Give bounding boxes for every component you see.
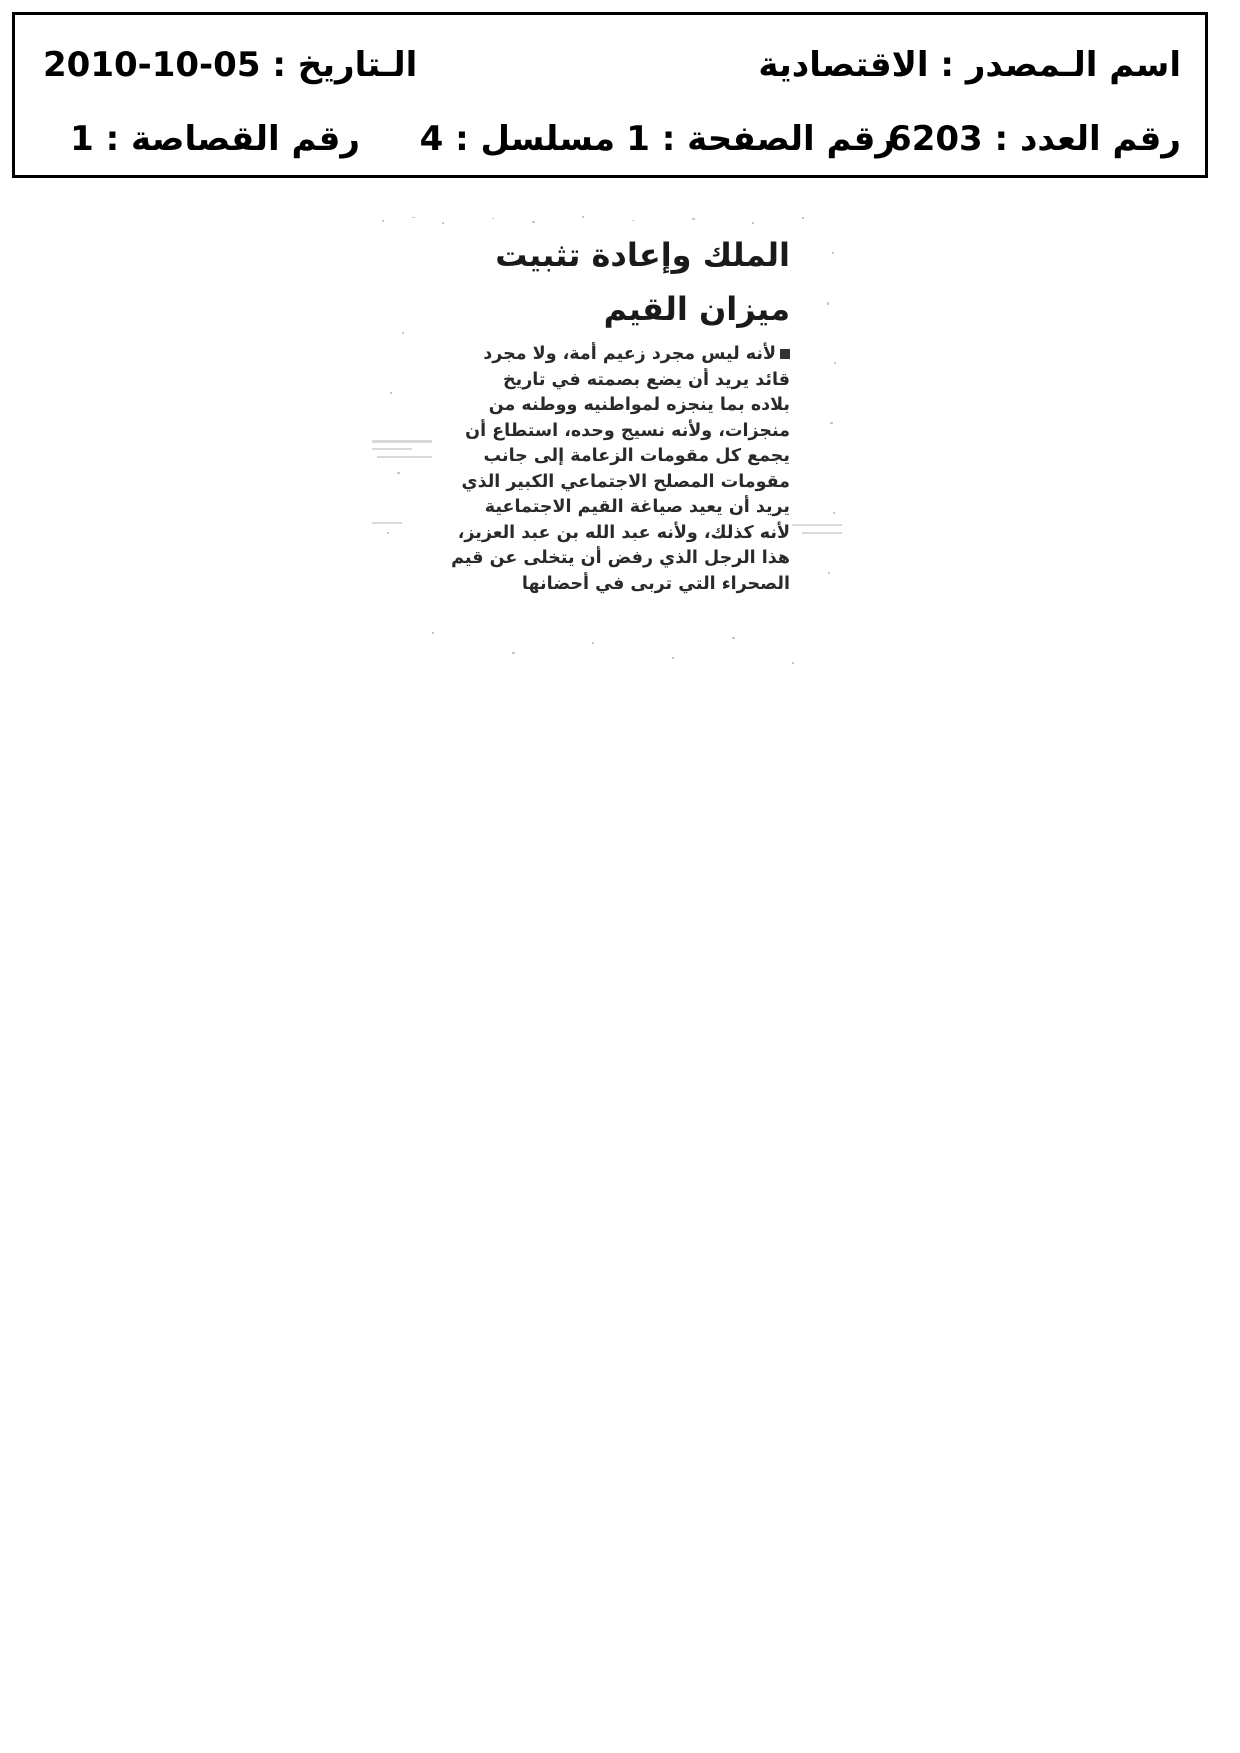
article-headline: الملك وإعادة تثبيت [495, 236, 790, 274]
article-line: يريد أن يعيد صياغة القيم الاجتماعية [484, 497, 790, 517]
page-field [626, 119, 895, 159]
date-label: الـتاريخ : [272, 45, 418, 85]
article-line: هذا الرجل الذي رفض أن يتخلى عن قيم [451, 548, 790, 568]
article-line: منجزات، ولأنه نسيج وحده، استطاع أن [465, 420, 790, 441]
article-line: الصحراء التي تربى في أحضانها [521, 573, 790, 594]
issue-label: رقم العدد : [994, 119, 1181, 159]
clip-number-value: 1 [70, 119, 94, 159]
clip-number-field [70, 119, 360, 159]
issue-field [888, 119, 1181, 159]
clip-number-label: رقم القصاصة : [105, 119, 360, 159]
article-line: بلاده بما ينجزه لمواطنيه ووطنه من [488, 395, 790, 415]
article-line: قائد يريد أن يضع بصمته في تاريخ [503, 369, 790, 390]
issue-value: 6203 [888, 119, 983, 159]
serial-value: 4 [419, 119, 444, 159]
article-body [410, 342, 790, 597]
article-line: لأنه كذلك، ولأنه عبد الله بن عبد العزيز، [457, 522, 790, 543]
page-value: 1 [626, 119, 650, 159]
clipping-header [12, 12, 1208, 178]
article-line: لأنه ليس مجرد زعيم أمة، ولا مجرد [410, 342, 790, 368]
article-subheadline: ميزان القيم [603, 290, 790, 328]
page-label: رقم الصفحة : [661, 119, 895, 159]
serial-label: مسلسل : [455, 119, 615, 159]
date-field [43, 45, 417, 85]
newspaper-clipping [372, 212, 848, 682]
source-name: اسم الـمصدر : الاقتصادية [758, 45, 1181, 85]
article-line: يجمع كل مقومات الزعامة إلى جانب [483, 446, 790, 466]
bullet-icon [780, 349, 790, 359]
article-line: مقومات المصلح الاجتماعي الكبير الذي [461, 471, 790, 492]
serial-field [420, 119, 615, 159]
date-value: 2010-10-05 [43, 45, 261, 85]
